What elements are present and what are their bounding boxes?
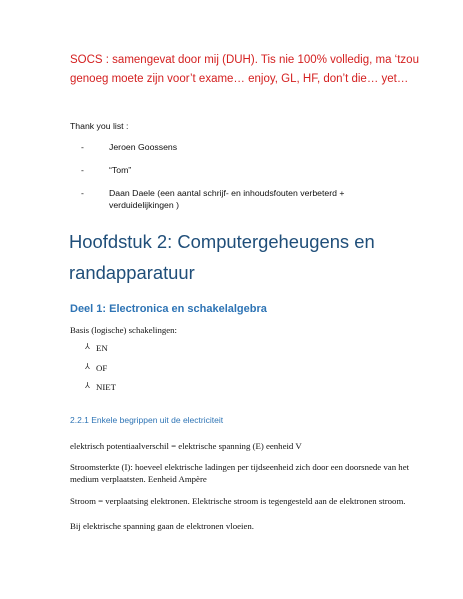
list-item (85, 362, 116, 374)
thanks-list (70, 141, 410, 222)
list-item (70, 187, 410, 211)
list-item (85, 381, 116, 393)
list-item (70, 164, 410, 176)
gate-label: OF (96, 362, 108, 373)
section-title: 2.2.1 Enkele begrippen uit de electriciteit (70, 415, 224, 425)
intro-text: SOCS : samengevat door mij (DUH). Tis nie 100% volledig, ma ‘tzou genoeg moete zijn voor’t exame… enjoy, GL, HF, don’t die… yet… (70, 54, 419, 85)
dash-bullet: - (81, 142, 84, 152)
gate-label: NIET (96, 382, 117, 392)
thanks-name: “Tom” (109, 165, 132, 175)
bullet-icon: ⅄ (85, 381, 90, 390)
thanks-name: Daan Daele (een aantal schrijf- en inhoudsfouten verbeterd + verduidelijkingen ) (109, 188, 345, 210)
gate-label: EN (96, 343, 108, 353)
thanks-label: Thank you list : (70, 121, 129, 131)
paragraph-potential: elektrisch potentiaalverschil = elektrische spanning (E) eenheid V (70, 441, 302, 451)
logic-gate-list (85, 342, 116, 401)
thanks-name: Jeroen Goossens (109, 142, 178, 152)
dash-bullet: - (81, 165, 84, 175)
list-item (85, 342, 116, 354)
paragraph-voltage: Bij elektrische spanning gaan de elektronen vloeien. (70, 521, 254, 531)
basis-label: Basis (logische) schakelingen: (70, 325, 178, 335)
bullet-icon: ⅄ (85, 361, 90, 371)
chapter-title: Hoofdstuk 2: Computergeheugens en randapparatuur (69, 231, 375, 283)
dash-bullet: - (81, 188, 84, 198)
part-title: Deel 1: Electronica en schakelalgebra (70, 303, 267, 315)
paragraph-current: Stroomsterkte (I): hoeveel elektrische ladingen per tijdseenheid zich door een doorsnede van het medium verplaatsten. Eenheid Ampère (70, 462, 410, 484)
list-item (70, 141, 410, 153)
bullet-icon: ⅄ (85, 342, 90, 351)
paragraph-flow: Stroom = verplaatsing elektronen. Elektrische stroom is tegengesteld aan de elektronen stroom. (70, 496, 406, 506)
